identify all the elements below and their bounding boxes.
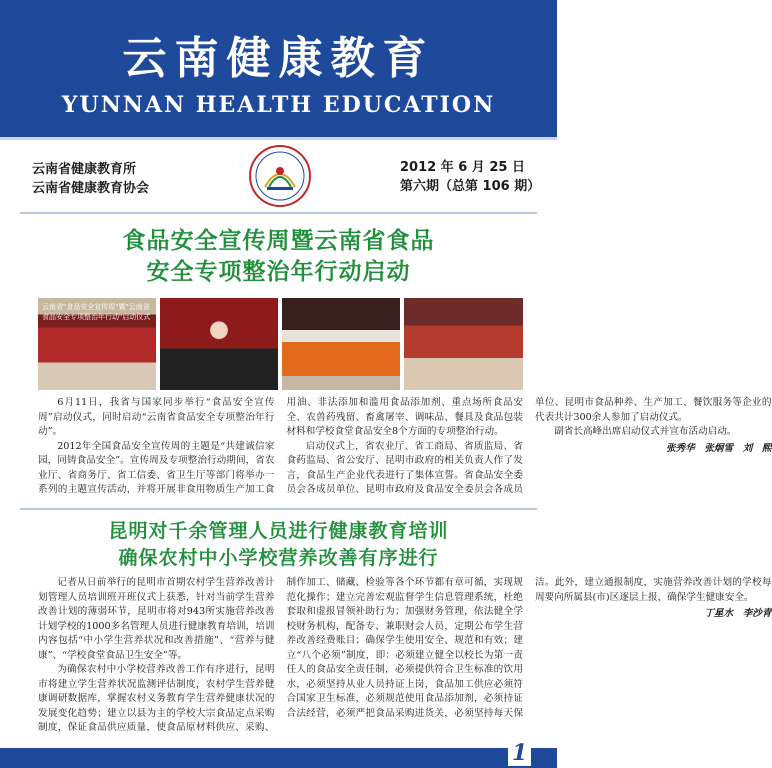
article-paragraph: 启动仪式上，省农业厅、省工商局、省质监局、省食药监局、省公安厅、昆明市政府的相关负责人作了发言，食品生产企业代表进行了集体宣誓。省食品安全委员会各成员单位、昆明市政府及食品安全委员会各成员单位、昆明市食品种养、生产加工、餐饮服务等企业的代表共计300余人参加了启动仪式。 <box>286 397 772 495</box>
section-divider <box>20 508 537 510</box>
article-paragraph: 2012年全国食品安全宣传周的主题是“共建诚信家园，同铸食品安全”。宣传周及专项整治行动期间，省农业厅、省商务厅、省工信委、省卫生厅等部门将举办一系列的主题宣传活动，并将开展非食用物质生产加工食用油、非法添加和滥用食品添加剂、重点场所食品安全、农兽药残留、畜禽屠宰、调味品、餐具及食品包装材料和学校食堂食品安全8个方面的专项整治行动。 <box>38 397 523 495</box>
emblem-logo-icon <box>247 143 313 209</box>
headline-food-safety-line-1: 食品安全宣传周暨云南省食品 <box>122 228 435 254</box>
article-paragraph: 6月11日，我省与国家同步举行“食品安全宣传周”启动仪式，同时启动“云南省食品安全专项整治年行动”。 <box>38 397 275 437</box>
article-food-safety <box>38 396 772 504</box>
publisher-block <box>32 160 149 198</box>
article-paragraph: 记者从日前举行的昆明市首期农村学生营养改善计划管理人员培训班开班仪式上获悉，针对当前学生营养改善计划的薄弱环节，昆明市将对943所实施营养改善计划学校的1000多名管理人员进行健康教育培训，培训内容包括“中小学生营养状况和改善措施”、“营养与健康”、“学校食堂食品卫生安全”等。 <box>38 577 275 661</box>
publisher-line-1: 云南省健康教育所 <box>32 162 137 177</box>
masthead-title-cn: 云南健康教育 <box>122 33 435 84</box>
masthead <box>0 0 557 137</box>
headline-food-safety-line-2: 安全专项整治年行动启动 <box>146 259 411 285</box>
photo-banner-text: 云南省"食品安全宣传周"暨"云南省食品安全专项整治年行动"启动仪式 <box>42 303 151 321</box>
article-kunming-training <box>38 576 772 744</box>
issue-number: 第六期（总第 106 期） <box>400 179 541 194</box>
publisher-line-2: 云南省健康教育协会 <box>32 181 150 196</box>
photo-oath-taking <box>282 298 400 390</box>
photo-strip <box>38 298 523 390</box>
section-divider <box>20 212 537 214</box>
headline-kunming-training-line-1: 昆明对千余管理人员进行健康教育培训 <box>108 520 449 542</box>
footer-bar <box>0 748 557 768</box>
article-byline: 丁星水 李沙青 <box>704 608 772 619</box>
photo-audience <box>404 298 523 390</box>
photo-official-speaking <box>160 298 278 390</box>
issue-date: 2012 年 6 月 25 日 <box>400 160 525 175</box>
headline-kunming-training <box>0 518 557 572</box>
masthead-divider <box>0 137 557 140</box>
article-byline: 张秀华 张炯雪 刘 熙 <box>665 442 772 454</box>
issue-info <box>400 158 540 196</box>
page-number: 1 <box>508 740 531 766</box>
article-paragraph: 副省长高峰出席启动仪式并宣布活动启动。 <box>554 426 737 437</box>
headline-kunming-training-line-2: 确保农村中小学校营养改善有序进行 <box>118 547 439 569</box>
headline-food-safety <box>0 226 557 288</box>
article-paragraph: 为确保农村中小学校营养改善工作有序进行，昆明市将建立学生营养状况监测评估制度，农村学生营养健康调研数据库，掌握农村义务教育学生营养健康状况的发展变化趋势；建立以县为主的学校大宗食品定点采购制度，保证食品供应质量，使食品原材料供应、采购、制作加工、储藏、检验等各个环节都有章可循，实现规范化操作；建立完善宏观监督学生信息管理系统，杜绝套取和虚报冒领补助行为；加强财务管理，依法健全学校财务机构，配备专、兼职财会人员，定期公布学生营养改善经费账目；确保学生使用安全、规范和有效；建立“八个必须”制度，即：必须建立健全以校长为第一责任人的食品安全责任制，必须提供符合卫生标准的饮用水，必须坚持从业人员持证上岗，食品加工供应必须符合国家卫生标准，必须规范使用食品添加剂，必须持证合法经营，必须严把食品采购进货关，必须坚持每天保洁。此外，建立通报制度，实施营养改善计划的学校每周要向所属县(市)区逐层上报，确保学生健康安全。 <box>38 577 772 733</box>
photo-conference-hall <box>38 298 156 390</box>
masthead-title-en: YUNNAN HEALTH EDUCATION <box>61 92 496 118</box>
